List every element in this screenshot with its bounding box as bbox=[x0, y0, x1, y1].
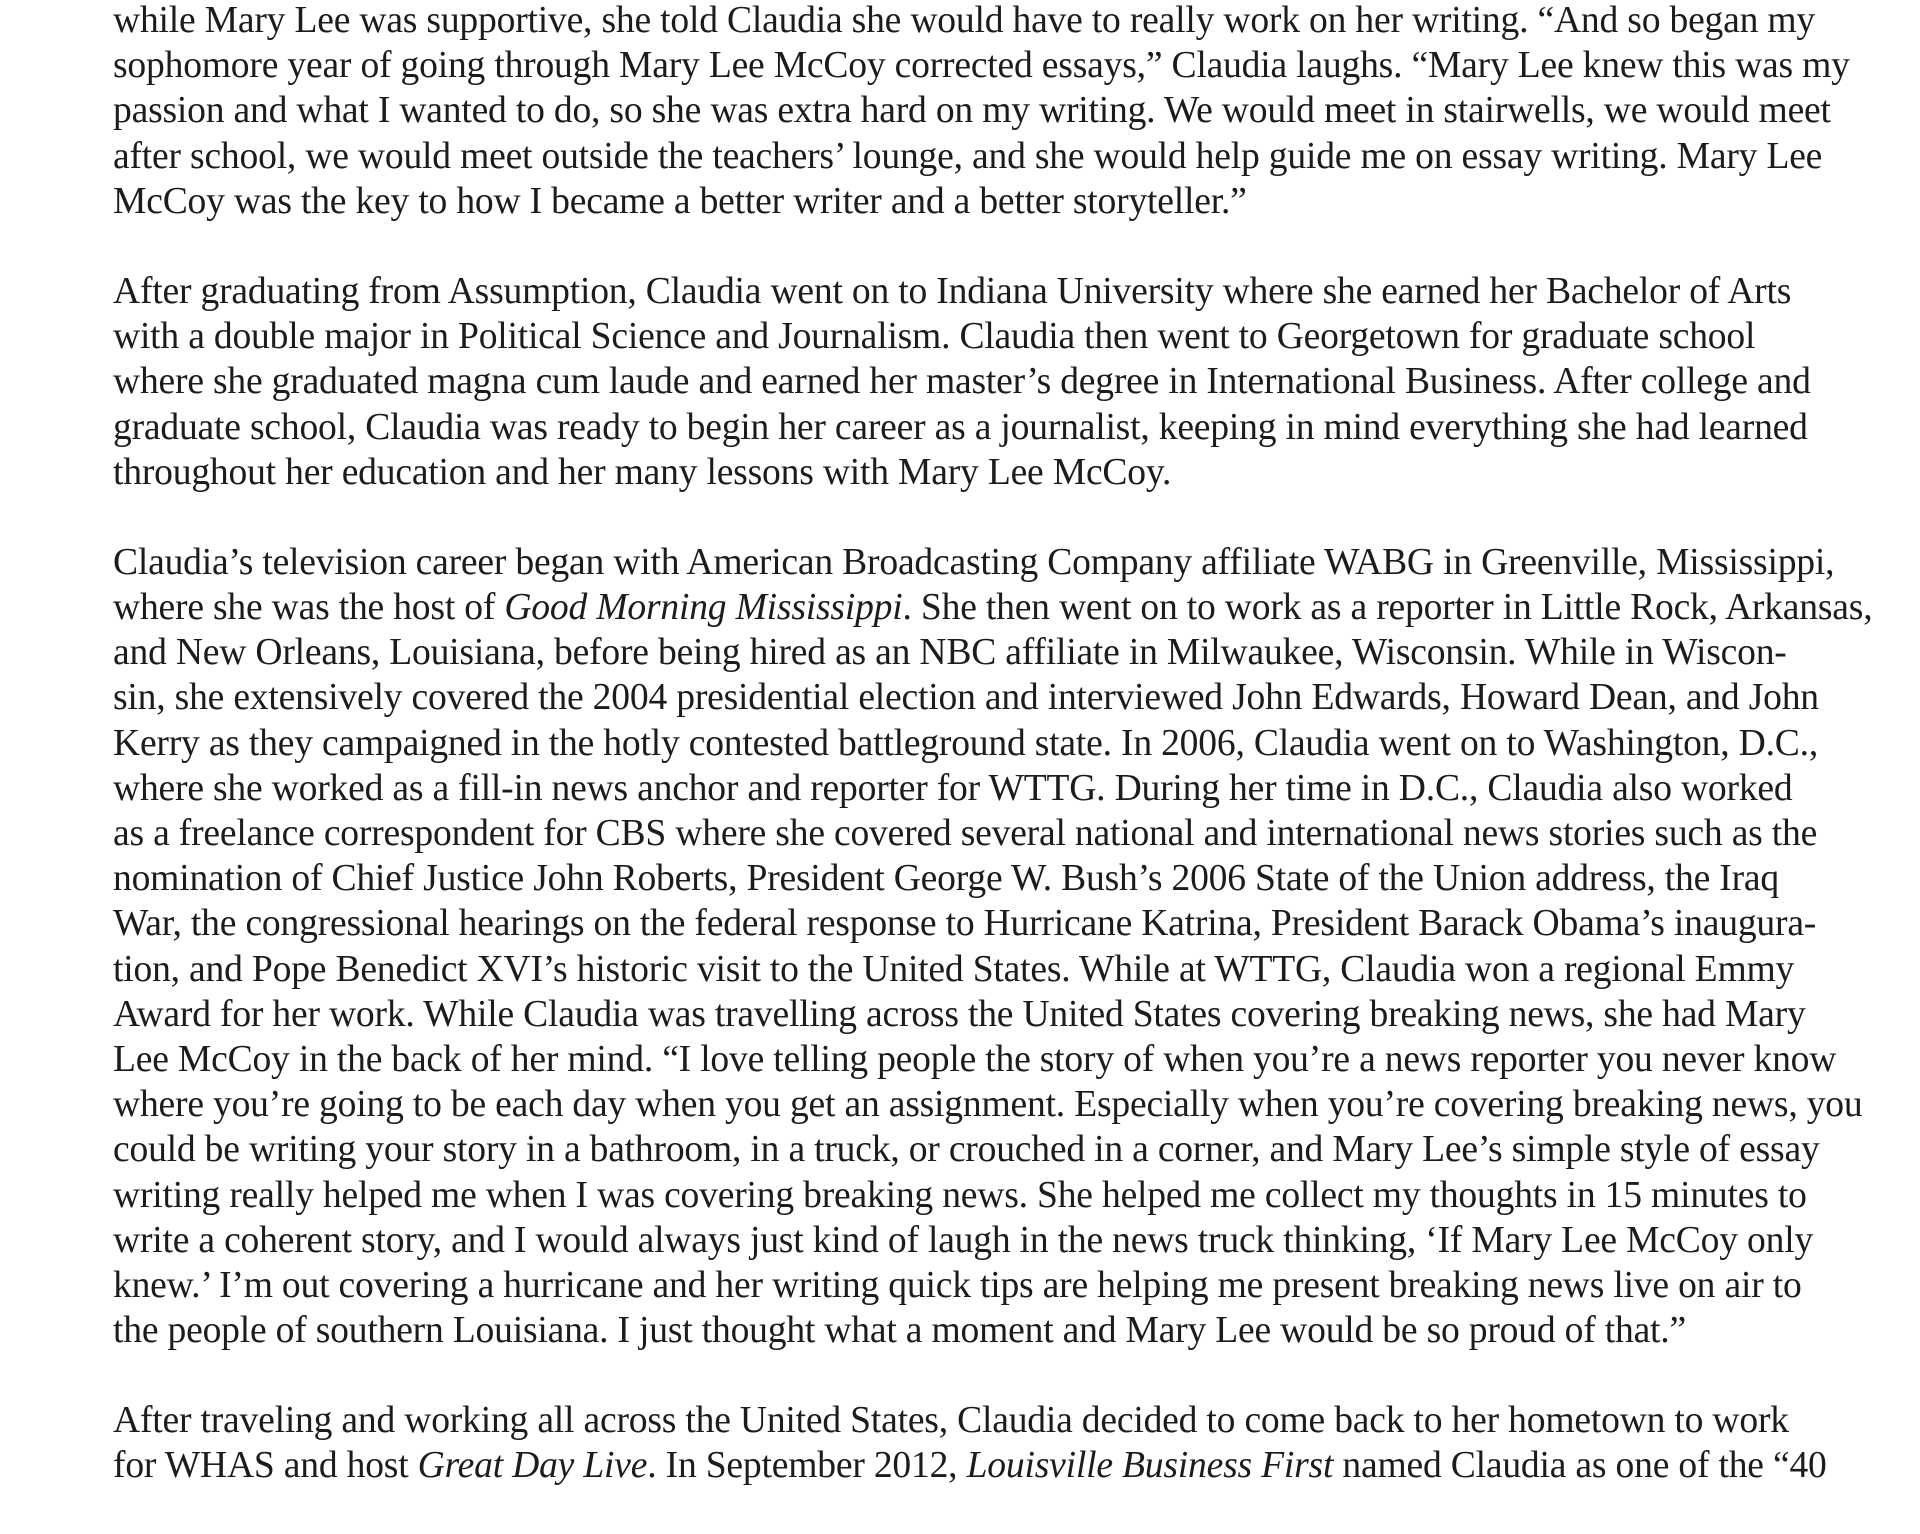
text-run: writing really helped me when I was covering breaking news. She helped me collect my thoughts in 15 minutes to bbox=[113, 1174, 1807, 1216]
text-line bbox=[113, 1443, 1827, 1488]
text-run: as a freelance correspondent for CBS where she covered several national and international news stories such as the bbox=[113, 813, 1818, 854]
text-run: and New Orleans, Louisiana, before being hired as an NBC affiliate in Milwaukee, Wisconsin. While in Wiscon- bbox=[113, 632, 1787, 674]
text-run: . She then went on to work as a reporter in Little Rock, Arkansas, bbox=[902, 587, 1873, 629]
text-run: War, the congressional hearings on the federal response to Hurricane Katrina, President Barack Obama’s inaugura- bbox=[113, 903, 1817, 945]
text-run: for WHAS and host bbox=[113, 1445, 418, 1487]
text-line bbox=[113, 1218, 1823, 1263]
text-line bbox=[113, 1127, 1823, 1172]
text-line bbox=[113, 1037, 1837, 1082]
text-run: Lee McCoy in the back of her mind. “I love telling people the story of when you’re a news reporter you never know bbox=[113, 1038, 1837, 1080]
text-line bbox=[113, 901, 1823, 946]
text-line bbox=[113, 134, 1823, 179]
text-run: After graduating from Assumption, Claudia went on to Indiana University where she earned her Bachelor of Arts bbox=[113, 270, 1792, 312]
text-line bbox=[113, 856, 1823, 901]
text-run: . In September 2012, bbox=[647, 1445, 967, 1487]
text-line bbox=[113, 43, 1850, 88]
text-line bbox=[113, 1173, 1823, 1218]
text-line bbox=[113, 1263, 1823, 1308]
text-line bbox=[113, 359, 1823, 404]
text-line bbox=[113, 811, 1823, 856]
text-run: where she was the host of bbox=[113, 587, 505, 629]
text-line bbox=[113, 992, 1823, 1037]
text-line bbox=[113, 675, 1823, 720]
text-run: nomination of Chief Justice John Roberts, President George W. Bush’s 2006 State of the Union address, the Iraq bbox=[113, 858, 1780, 900]
text-line bbox=[113, 947, 1823, 992]
text-run: where she graduated magna cum laude and earned her master’s degree in International Business. After college and bbox=[113, 361, 1811, 403]
text-run: after school, we would meet outside the teachers’ lounge, and she would help guide me on essay writing. Mary Lee bbox=[113, 135, 1823, 177]
text-run: throughout her education and her many lessons with Mary Lee McCoy. bbox=[113, 451, 1172, 493]
text-run: Kerry as they campaigned in the hotly contested battleground state. In 2006, Claudia went on to Washington, D.C., bbox=[113, 722, 1819, 764]
text-run: the people of southern Louisiana. I just thought what a moment and Mary Lee would be so proud of that.” bbox=[113, 1310, 1686, 1352]
text-run: sin, she extensively covered the 2004 presidential election and interviewed John Edwards, Howard Dean, and John bbox=[113, 677, 1819, 719]
text-line bbox=[113, 405, 1823, 450]
text-line bbox=[113, 766, 1823, 811]
italic-title: Louisville Business First bbox=[966, 1445, 1334, 1487]
text-line bbox=[113, 1308, 1823, 1353]
text-line bbox=[113, 88, 1831, 133]
text-line bbox=[113, 540, 1835, 585]
text-run: could be writing your story in a bathroom, in a truck, or crouched in a corner, and Mary Lee’s simple style of essay bbox=[113, 1129, 1820, 1171]
text-line bbox=[113, 179, 1823, 224]
paragraph bbox=[113, 269, 1823, 495]
text-line bbox=[113, 0, 1823, 43]
article-body bbox=[113, 0, 1873, 1489]
text-line bbox=[113, 1398, 1823, 1443]
text-run: where you’re going to be each day when you get an assignment. Especially when you’re covering breaking news, you bbox=[113, 1084, 1863, 1126]
italic-title: Great Day Live bbox=[417, 1445, 648, 1487]
text-run: write a coherent story, and I would always just kind of laugh in the news truck thinking, ‘If Mary Lee McCoy only bbox=[113, 1219, 1814, 1261]
text-line bbox=[113, 585, 1873, 630]
text-run: knew.’ I’m out covering a hurricane and her writing quick tips are helping me present breaking news live on air to bbox=[113, 1264, 1802, 1306]
text-run: where she worked as a fill-in news anchor and reporter for WTTG. During her time in D.C., Claudia also worked bbox=[113, 767, 1793, 809]
paragraph bbox=[113, 1398, 1827, 1488]
text-run: After traveling and working all across the United States, Claudia decided to come back to her hometown to work bbox=[113, 1400, 1789, 1442]
text-run: named Claudia as one of the “40 bbox=[1333, 1445, 1827, 1487]
text-line bbox=[113, 1082, 1863, 1127]
paragraph bbox=[113, 540, 1873, 1353]
text-run: Award for her work. While Claudia was travelling across the United States covering breaking news, she had Mary bbox=[113, 993, 1806, 1035]
text-run: with a double major in Political Science and Journalism. Claudia then went to Georgetown for graduate school bbox=[113, 316, 1756, 358]
text-line bbox=[113, 721, 1823, 766]
text-run: tion, and Pope Benedict XVI’s historic visit to the United States. While at WTTG, Claudia won a regional Emmy bbox=[113, 948, 1795, 990]
text-run: while Mary Lee was supportive, she told Claudia she would have to really work on her writing. “And so began my bbox=[113, 0, 1816, 41]
text-run: sophomore year of going through Mary Lee McCoy corrected essays,” Claudia laughs. “Mary Lee knew this was my bbox=[113, 45, 1850, 87]
text-line bbox=[113, 269, 1823, 314]
text-line bbox=[113, 630, 1823, 675]
text-run: graduate school, Claudia was ready to begin her career as a journalist, keeping in mind everything she had learned bbox=[113, 406, 1808, 448]
italic-title: Good Morning Mississippi bbox=[504, 587, 903, 629]
text-line bbox=[113, 314, 1823, 359]
document-page bbox=[113, 0, 1873, 1534]
text-run: Claudia’s television career began with American Broadcasting Company affiliate WABG in Greenville, Mississippi, bbox=[113, 541, 1835, 583]
text-line bbox=[113, 450, 1823, 495]
text-run: McCoy was the key to how I became a better writer and a better storyteller.” bbox=[113, 180, 1247, 222]
paragraph bbox=[113, 0, 1850, 224]
text-run: passion and what I wanted to do, so she was extra hard on my writing. We would meet in stairwells, we would meet bbox=[113, 90, 1831, 132]
